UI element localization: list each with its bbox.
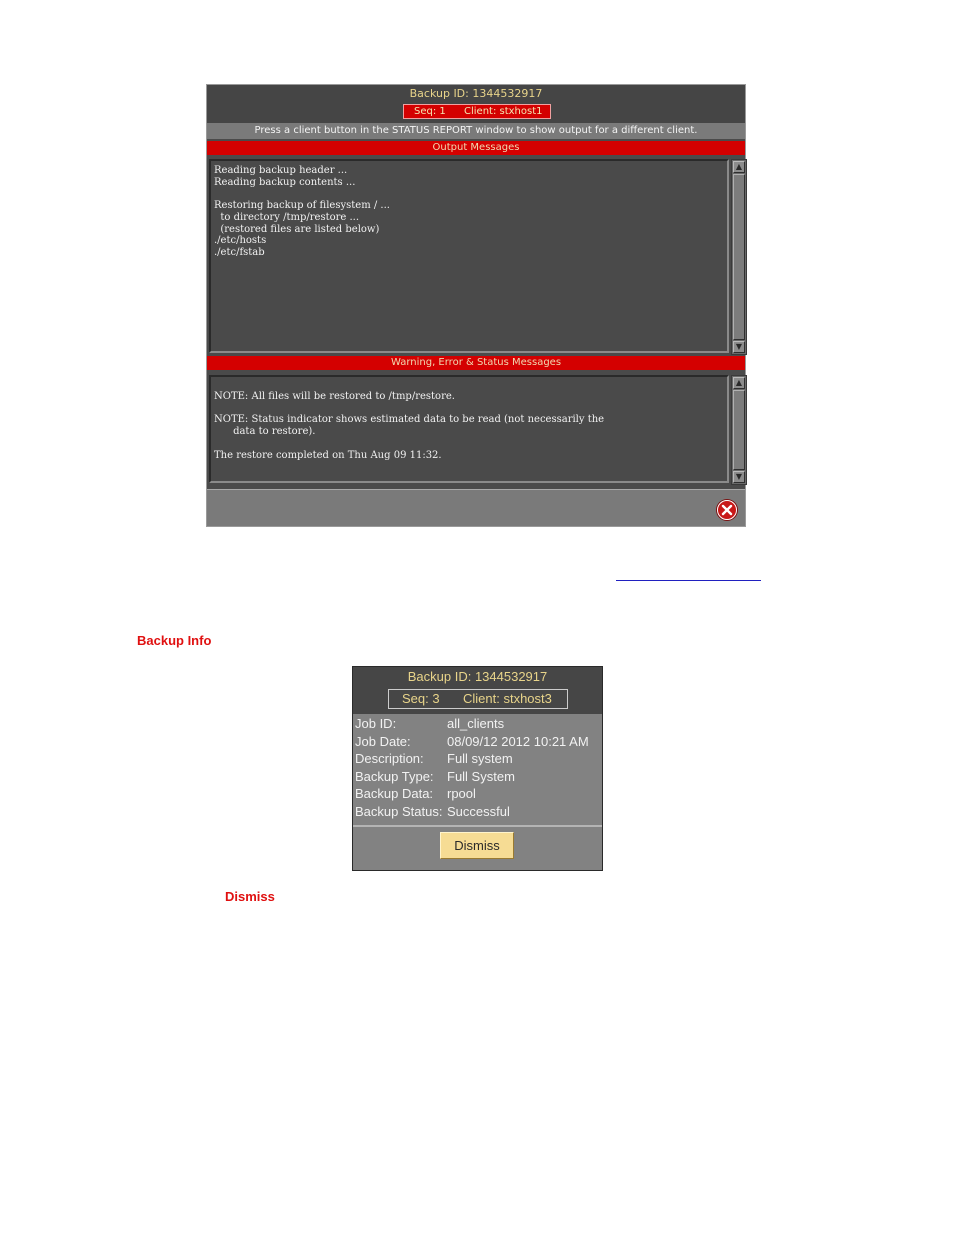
warning-line (214, 403, 727, 415)
scroll-down-arrow-icon[interactable]: ▼ (733, 341, 745, 353)
warning-line (214, 438, 727, 450)
warning-line: NOTE: All files will be restored to /tmp/restore. (214, 391, 455, 402)
output-window-footer (207, 489, 745, 526)
info-value: Full System (447, 768, 515, 784)
warning-scrollbar[interactable] (731, 375, 747, 485)
info-row-backup-data (355, 785, 602, 802)
output-line: ./etc/fstab (214, 246, 265, 258)
info-row-backup-type (355, 768, 602, 785)
backup-id-title: Backup ID: 1344532917 (407, 669, 548, 684)
info-value: Full system (447, 751, 513, 766)
scroll-up-arrow-icon[interactable]: ▲ (733, 377, 745, 389)
info-row-description (355, 750, 602, 767)
scroll-down-arrow-icon[interactable]: ▼ (733, 471, 745, 483)
info-label: Backup Status: (355, 803, 443, 819)
output-line: (restored files are listed below) (214, 223, 380, 235)
output-scrollbar[interactable] (731, 159, 747, 355)
client-label: Client: stxhost3 (463, 691, 552, 706)
hyperlink-underline[interactable] (616, 568, 761, 581)
client-label: Client: stxhost1 (464, 106, 543, 117)
seq-client-badge (403, 104, 551, 119)
info-label: Backup Type: (355, 768, 434, 784)
info-row-job-date (355, 733, 602, 750)
info-value: rpool (447, 786, 476, 801)
warning-messages-text[interactable] (209, 375, 729, 483)
output-window (206, 84, 746, 527)
warning-line: data to restore). (214, 426, 316, 438)
info-label: Job Date: (355, 733, 411, 749)
info-row-backup-status (355, 803, 602, 820)
warning-messages-header: Warning, Error & Status Messages (207, 356, 745, 370)
output-line: Reading backup contents ... (214, 176, 356, 188)
scroll-thumb[interactable] (733, 390, 745, 470)
warning-line: NOTE: Status indicator shows estimated data to be read (not necessarily the (214, 414, 605, 426)
info-value: Successful (447, 803, 510, 819)
seq-label: Seq: 1 (414, 106, 446, 117)
seq-client-badge (388, 689, 568, 709)
output-line: Restoring backup of filesystem / ... (214, 200, 390, 212)
info-value: 08/09/12 2012 10:21 AM (447, 733, 589, 749)
warning-line: The restore completed on Thu Aug 09 11:32. (214, 449, 442, 461)
info-label: Backup Data: (355, 786, 434, 801)
backup-id-title: Backup ID: 1344532917 (409, 87, 543, 100)
backup-info-footer (353, 825, 602, 870)
output-line: to directory /tmp/restore ... (214, 211, 360, 223)
scroll-up-arrow-icon[interactable]: ▲ (733, 161, 745, 173)
info-value: all_clients (447, 716, 505, 731)
backup-info-header (353, 667, 602, 714)
output-line (214, 188, 727, 200)
backup-info-window (352, 666, 603, 871)
backup-info-heading: Backup Info (137, 633, 212, 648)
press-client-message: Press a client button in the STATUS REPORT window to show output for a different client. (207, 123, 745, 139)
close-x-icon[interactable] (717, 500, 737, 520)
output-messages-header: Output Messages (207, 141, 745, 155)
info-row-job-id (355, 715, 602, 732)
dismiss-button[interactable]: Dismiss (440, 832, 514, 859)
scroll-thumb[interactable] (733, 174, 745, 340)
output-messages-text[interactable] (209, 159, 729, 353)
seq-label: Seq: 3 (402, 691, 440, 706)
info-label: Description: (355, 751, 424, 766)
dismiss-heading: Dismiss (225, 889, 275, 904)
info-label: Job ID: (355, 716, 397, 731)
output-line: ./etc/hosts (214, 235, 267, 247)
output-line: Reading backup header ... (214, 165, 348, 176)
output-window-header (207, 85, 745, 123)
